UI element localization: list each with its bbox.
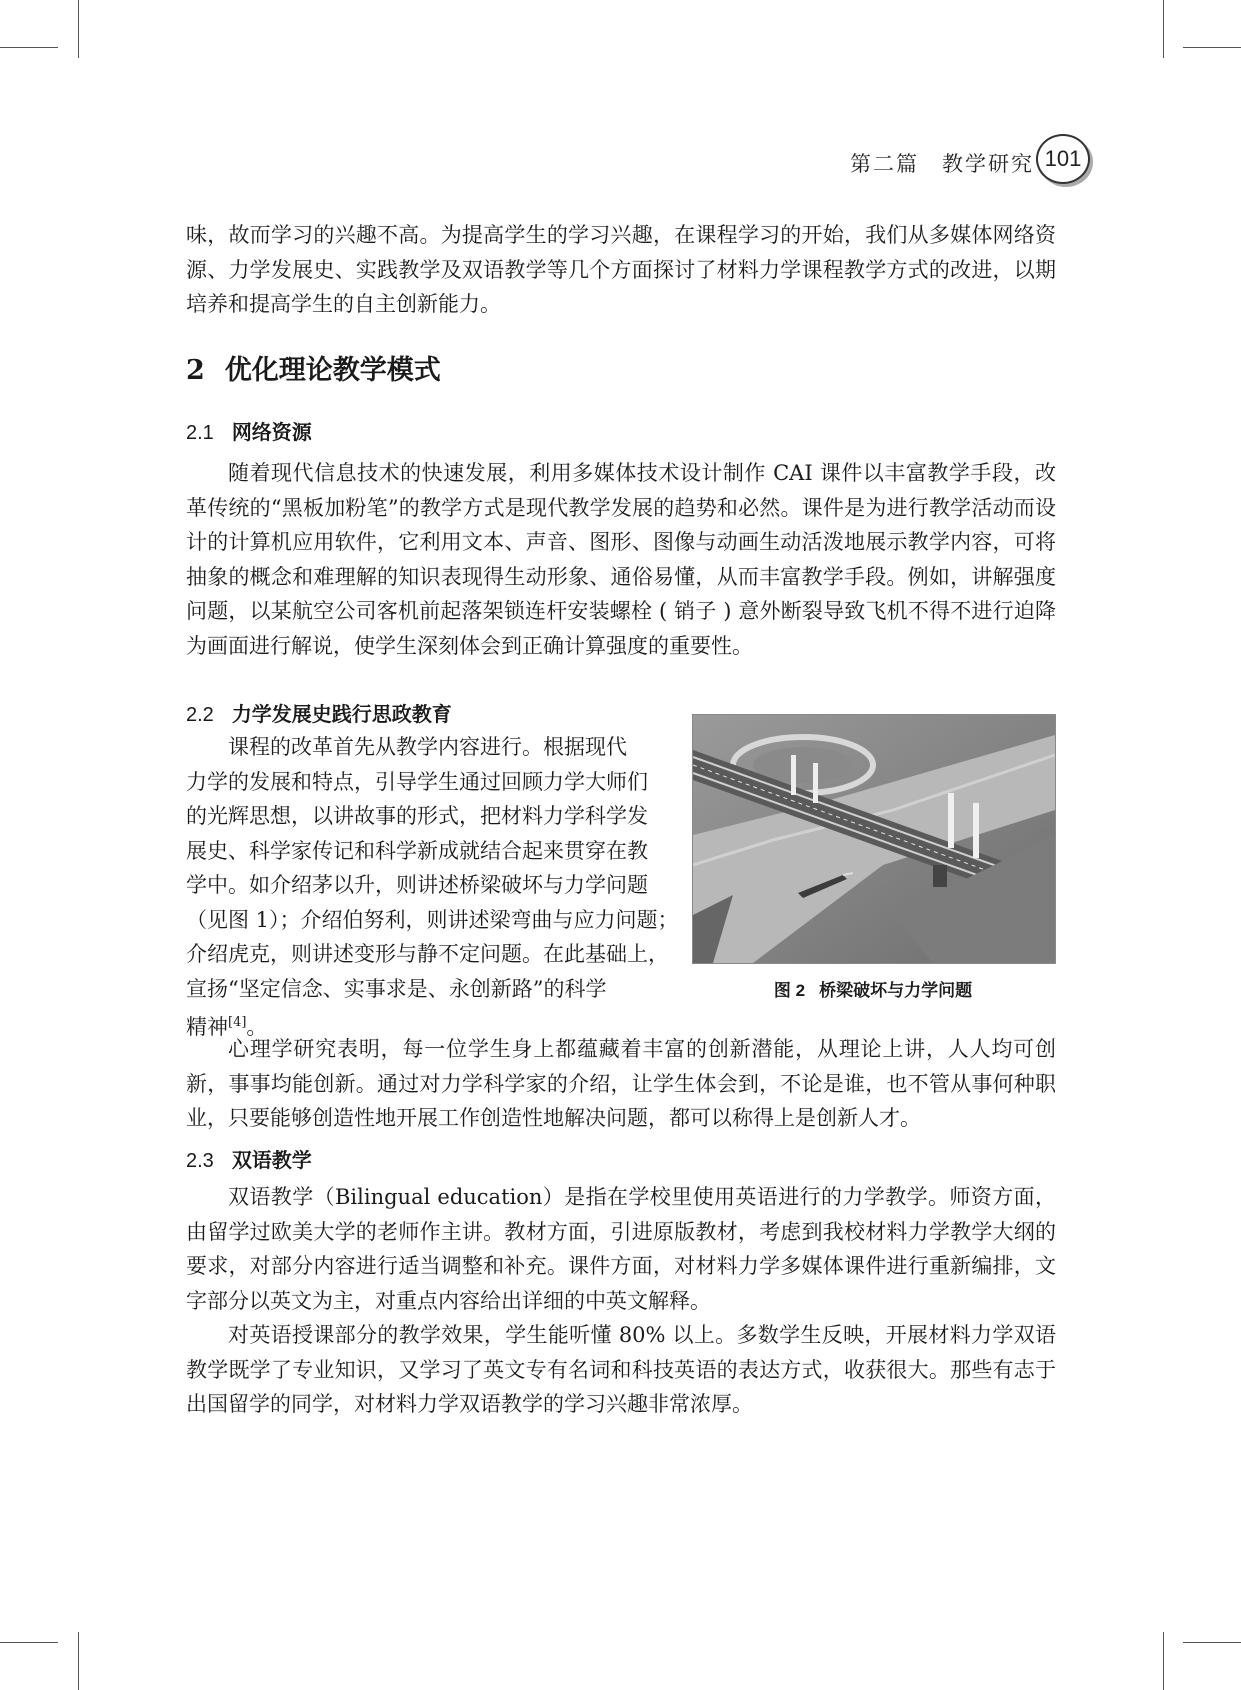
crop-mark [0,47,58,48]
crop-mark [1183,47,1241,48]
text-line: 力学的发展和特点，引导学生通过回顾力学大师们 [186,769,648,794]
crop-mark [1183,1642,1241,1643]
subsection-title: 力学发展史践行思政教育 [231,704,452,726]
text-line: 介绍虎克，则讲述变形与静不定问题。在此基础上， [186,942,669,966]
subsection-heading [186,416,312,445]
bridge-photo [692,714,1056,964]
paragraph-2-3-b: 对英语授课部分的教学效果，学生能听懂 80% 以上。多数学生反映，开展材料力学双语教学既学了专业知识，又学习了英文专有名词和科技英语的表达方式，收获很大。那些有志于出国留学的同学，对材料力学双语教学的学习兴趣非常浓厚。 [186,1323,1056,1416]
section-heading [186,348,441,387]
subsection-number: 2.2 [186,704,214,726]
text-line: 课程的改革首先从教学内容进行。根据现代 [228,735,627,759]
crop-mark [0,1642,58,1643]
text-line: 学中。如介绍茅以升，则讲述桥梁破坏与力学问题 [186,873,648,897]
running-header: 第二篇 教学研究 [850,152,1034,176]
page-number: 101 [1036,134,1090,184]
subsection-number: 2.1 [186,422,214,444]
figure-caption [692,976,1054,1001]
citation-ref: [4] [228,1015,247,1030]
subsection-title: 双语教学 [231,1150,312,1172]
paragraph-2-2-continued: 心理学研究表明，每一位学生身上都蕴藏着丰富的创新潜能，从理论上讲，人人均可创新，事事均能创新。通过对力学科学家的介绍，让学生体会到，不论是谁，也不管从事何种职业，只要能够创造性地开展工作创造性地解决问题，都可以称得上是创新人才。 [186,1037,1056,1130]
text-fragment: 精神 [186,1015,228,1039]
paragraph-2-3-a: 双语教学（Bilingual education）是指在学校里使用英语进行的力学教学。师资方面，由留学过欧美大学的老师作主讲。教材方面，引进原版教材，考虑到我校材料力学教学大纲的要求，对部分内容进行适当调整和补充。课件方面，对材料力学多媒体课件进行重新编排，文字部分以英文为主，对重点内容给出详细的中英文解释。 [186,1185,1056,1313]
text-line: 宣扬“坚定信念、实事求是、永创新路”的科学 [186,976,607,1001]
paragraph-2-2-wrapped [186,730,681,1045]
crop-mark [1163,0,1164,58]
text-line: （见图 1）；介绍伯努利，则讲述梁弯曲与应力问题； [186,907,679,932]
subsection-heading [186,1144,312,1173]
paragraph-2-1: 随着现代信息技术的快速发展，利用多媒体技术设计制作 CAI 课件以丰富教学手段，改革传统的“黑板加粉笔”的教学方式是现代教学发展的趋势和必然。课件是为进行教学活动而设计的计算机应用软件，它利用文本、声音、图形、图像与动画生动活泼地展示教学内容，可将抽象的概念和难理解的知识表现得生动形象、通俗易懂，从而丰富教学手段。例如，讲解强度问题，以某航空公司客机前起落架锁连杆安装螺栓 ( 销子 ) 意外断裂导致飞机不得不进行迫降为画面进行解说，使学生深刻体会到正确计算强度的重要性。 [186,461,1056,658]
section-number: 2 [186,355,205,386]
text-fragment: 。 [246,1015,268,1039]
crop-mark [78,1632,79,1690]
paragraph-intro: 味，故而学习的兴趣不高。为提高学生的学习兴趣，在课程学习的开始，我们从多媒体网络资源、力学发展史、实践教学及双语教学等几个方面探讨了材料力学课程教学方式的改进，以期培养和提高学生的自主创新能力。 [186,223,1056,316]
figure-caption-text: 桥梁破坏与力学问题 [819,981,973,1000]
section-title: 优化理论教学模式 [224,355,441,386]
subsection-heading [186,698,452,727]
crop-mark [78,0,79,58]
figure-label: 图 2 [773,981,806,1000]
subsection-number: 2.3 [186,1150,214,1172]
text-line: 展史、科学家传记和科学新成就结合起来贯穿在教 [186,838,648,863]
crop-mark [1163,1632,1164,1690]
text-line: 的光辉思想，以讲故事的形式，把材料力学科学发 [186,804,648,828]
subsection-title: 网络资源 [231,422,312,444]
